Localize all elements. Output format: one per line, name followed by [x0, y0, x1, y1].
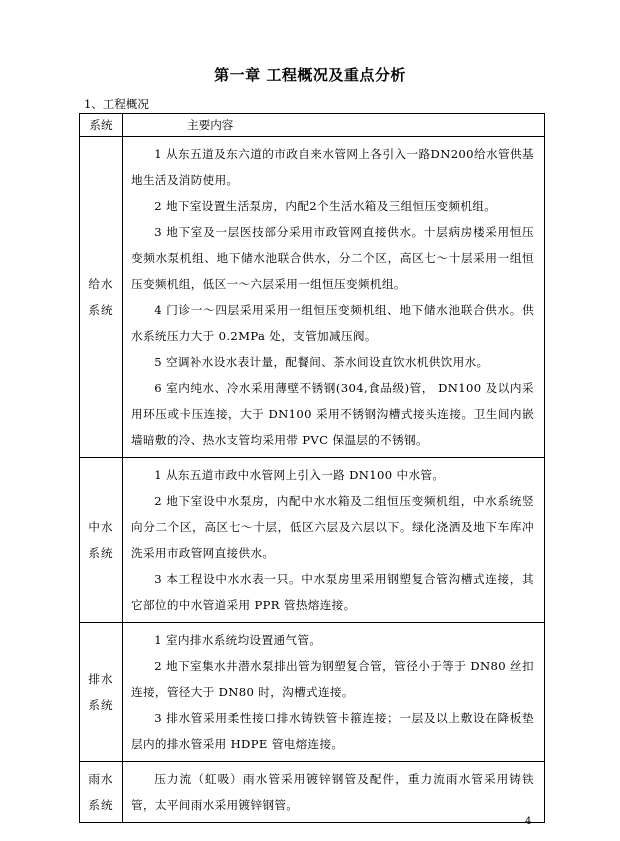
content-paragraph: 2 地下室集水井潜水泵排出管为钢塑复合管，管径小于等于 DN80 丝扣连接，管径大于 DN80 时，沟槽式连接。: [131, 659, 534, 699]
content-paragraph: 1 从东五道及东六道的市政自来水管网上各引入一路DN200给水管供基地生活及消防使用。: [131, 147, 534, 187]
content-paragraph: 2 地下室设中水泵房，内配中水水箱及二组恒压变频机组，中水系统竖向分二个区，高区七～十层，低区六层及六层以下。绿化浇洒及地下车库冲洗采用市政管网直接供水。: [131, 494, 534, 560]
header-content: [123, 114, 545, 137]
content-paragraph: 1 从东五道市政中水管网上引入一路 DN100 中水管。: [154, 468, 445, 482]
system-name-line: 中水: [88, 520, 114, 534]
page-number: 4: [525, 816, 532, 827]
system-name-line: 系统: [88, 546, 114, 560]
content-paragraph: 3 本工程设中水水表一只。中水泵房里采用钢塑复合管沟槽式连接，其它部位的中水管道采用 PPR 管热熔连接。: [131, 572, 534, 612]
content-paragraph: 3 排水管采用柔性接口排水铸铁管卡箍连接；一层及以上敷设在降板垫层内的排水管采用 HDPE 管电熔连接。: [131, 711, 534, 751]
content-paragraph: 1 室内排水系统均设置通气管。: [154, 633, 322, 647]
system-cell: [80, 762, 123, 823]
system-cell: [80, 137, 123, 458]
system-name-line: 给水: [88, 277, 114, 291]
content-paragraph: 4 门诊一～四层采用采用一组恒压变频机组、地下储水池联合供水。供水系统压力大于 0.2MPa 处，支管加减压阀。: [131, 303, 534, 343]
system-name-line: 系统: [88, 303, 114, 317]
system-name-line: 系统: [88, 698, 114, 712]
table-row: [80, 458, 545, 623]
content-paragraph: 5 空调补水设水表计量，配餐间、茶水间设直饮水机供饮用水。: [154, 355, 489, 369]
table-row: [80, 623, 545, 762]
content-cell: [123, 623, 545, 762]
table-row: [80, 137, 545, 458]
system-name-line: 排水: [88, 672, 114, 686]
system-cell: [80, 623, 123, 762]
table-row: [80, 762, 545, 823]
overview-table: [79, 113, 545, 823]
header-system: 系统: [80, 114, 123, 137]
table-header-row: [80, 114, 545, 137]
content-paragraph: 6 室内纯水、冷水采用薄壁不锈钢(304,食品级)管， DN100 及以内采用环压或卡压连接，大于 DN100 采用不锈钢沟槽式接头连接。卫生间内嵌墙暗敷的冷、热水支管均采用带 PVC 保温层的不锈钢。: [131, 381, 534, 447]
system-name-line: 雨水: [88, 772, 114, 786]
content-paragraph: 压力流（虹吸）雨水管采用镀锌钢管及配件，重力流雨水管采用铸铁管，太平间雨水采用镀锌钢管。: [131, 772, 534, 812]
content-paragraph: 3 地下室及一层医技部分采用市政管网直接供水。十层病房楼采用恒压变频水泵机组、地下储水池联合供水，分二个区，高区七～十层采用一组恒压变频机组，低区一～六层采用一组恒压变频机组。: [131, 225, 534, 291]
section-heading: 1、工程概况: [84, 97, 149, 111]
system-name-line: 系统: [88, 798, 114, 812]
page-title: 第一章 工程概况及重点分析: [214, 66, 406, 84]
content-cell: [123, 762, 545, 823]
system-cell: [80, 458, 123, 623]
content-cell: [123, 458, 545, 623]
header-content-label: 主要内容: [187, 118, 234, 132]
content-cell: [123, 137, 545, 458]
content-paragraph: 2 地下室设置生活泵房，内配2个生活水箱及三组恒压变频机组。: [154, 199, 497, 213]
